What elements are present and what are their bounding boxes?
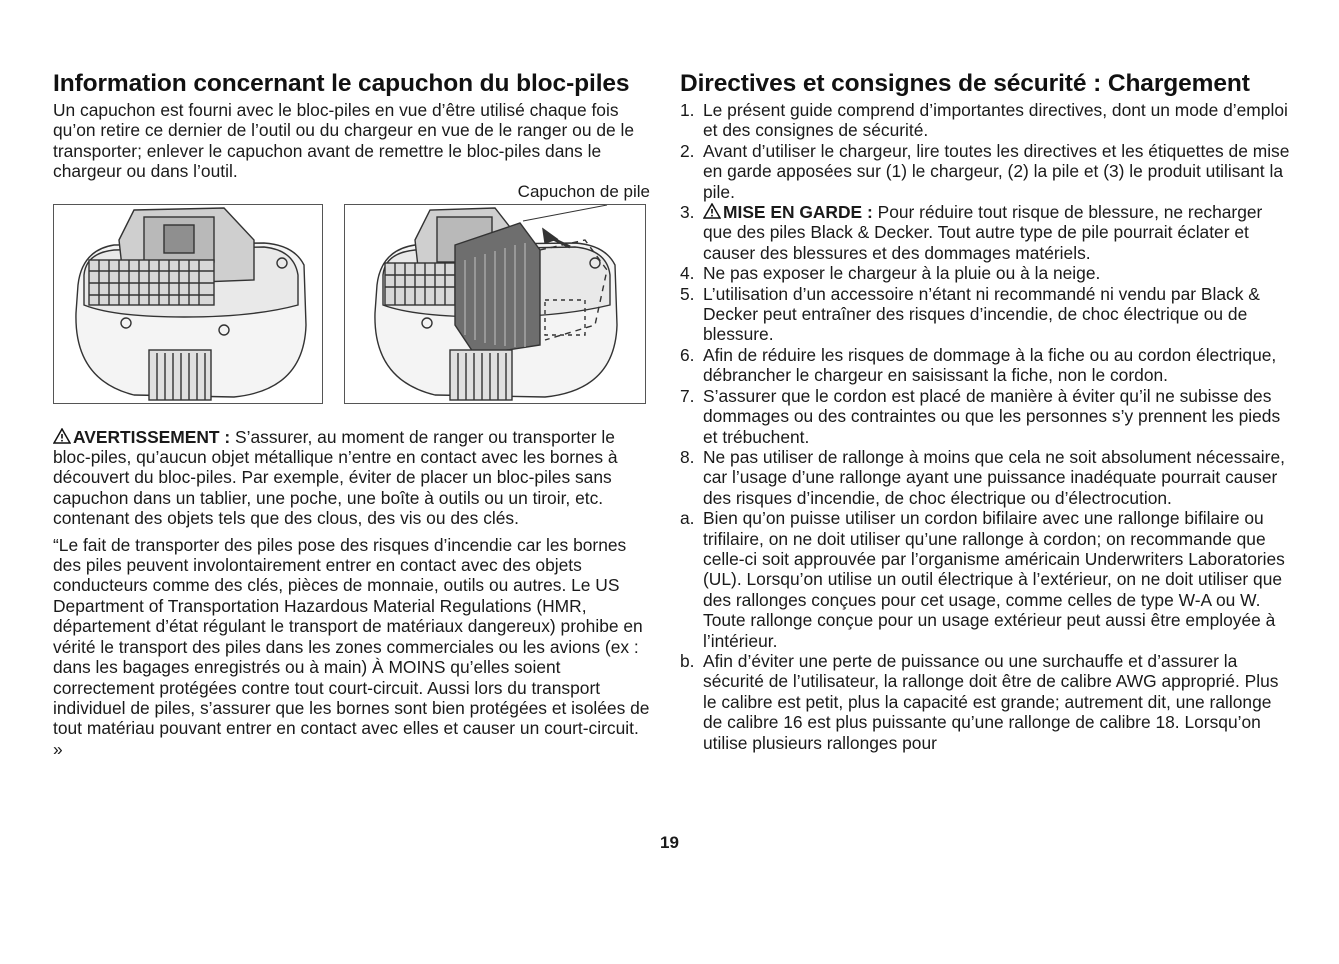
warning-triangle-icon: [53, 428, 71, 444]
warning-triangle-icon: [703, 203, 721, 219]
battery-cap-intro: Un capuchon est fourni avec le bloc-piles en vue d’être utilisé chaque fois qu’on retire ce dernier de l’outil ou du chargeur en vue de le ranger ou de le transporter; enlever le capuchon avant de remettre le bloc-piles dans le chargeur ou dans l’outil.: [53, 100, 635, 182]
page-number: 19: [660, 833, 679, 852]
storage-warning: [53, 427, 653, 529]
instruction-item: 6. Afin de réduire les risques de dommage à la fiche ou au cordon électrique, débrancher le chargeur en saisissant la fiche, non le cordon.: [680, 344, 1277, 386]
charging-safety-heading: Directives et consignes de sécurité : Chargement: [680, 70, 1250, 97]
right-column: [680, 70, 1295, 753]
charging-instructions-list: [680, 100, 1295, 753]
battery-cap-heading: Information concernant le capuchon du bloc-piles: [53, 70, 630, 97]
instruction-item: 2. Avant d’utiliser le chargeur, lire toutes les directives et les étiquettes de mise en garde apposées sur (1) le chargeur, (2) la pile et (3) le produit utilisant la pile.: [680, 140, 1290, 202]
instruction-item: 5. L’utilisation d’un accessoire n’étant ni recommandé ni vendu par Black & Decker peut entraîner des risques d’incendie, de choc électrique ou de blessure.: [680, 283, 1260, 345]
instruction-item: 1. Le présent guide comprend d’importantes directives, dont un mode d’emploi et des consignes de sécurité.: [680, 100, 1288, 141]
instruction-item: 8. Ne pas utiliser de rallonge à moins que cela ne soit absolument nécessaire, car l’usage d’une rallonge ayant une puissance inadéquate pourrait causer des risques d’incendie, de choc électrique ou d’électrocution.: [680, 446, 1285, 508]
battery-figures: [53, 204, 653, 409]
caution-label: MISE EN GARDE :: [723, 202, 873, 223]
instruction-item: 7. S’assurer que le cordon est placé de manière à éviter qu’il ne subisse des dommages ou des contraintes ou que les personnes s’y prennent les pieds et trébuchent.: [680, 385, 1281, 447]
instruction-item: b. Afin d’éviter une perte de puissance ou une surchauffe et d’assurer la sécurité de l’utilisateur, la rallonge doit être de calibre AWG approprié. Plus le calibre est petit, plus la capacité est grande; autrement dit, une rallonge de calibre 16 est plus puissante qu’une rallonge de calibre 18. Lorsqu’on utilise plusieurs rallonges pour: [680, 650, 1279, 753]
instruction-item: a. Bien qu’on puisse utiliser un cordon bifilaire avec une rallonge bifilaire ou trifilaire, on ne doit utiliser qu’une rallonge à cordon; on recommande que celle-ci soit approuvée par l’organisme américain Underwriters Laboratories (UL). Lorsqu’on utilise un outil électrique à l’extérieur, on ne doit utiliser que des rallonges conçues pour cet usage, comme celles de type W-A ou W. Toute rallonge conçue pour un usage extérieur peut aussi être employée à l’intérieur.: [680, 508, 1285, 651]
battery-pack-drawing: [54, 205, 322, 403]
battery-cap-drawing: [345, 205, 645, 403]
dot-regulation-quote: “Le fait de transporter des piles pose des risques d’incendie car les bornes des piles peuvent involontairement entrer en contact avec des objets conducteurs comme des clés, pièces de monnaie, outils ou autres. Le US Department of Transportation Hazardous Material Regulations (HMR, département d’état régulant le transport de matériaux dangereux) prohibe en vérité le transport des piles dans les zones commerciales ou les avions (ex : dans les bagages enregistrés ou à main) À MOINS qu’elles soient correctement protégées contre tout court-circuit. Aussi lors du transport individuel de piles, s’assurer que les bornes sont bien protégées et isolées de tout matériau pouvant entrer en contact avec elles et causer un court-circuit. »: [53, 534, 650, 759]
figure-caption: Capuchon de pile: [517, 181, 650, 201]
instruction-item: 4. Ne pas exposer le chargeur à la pluie ou à la neige.: [680, 263, 1101, 284]
battery-cap-illustration: [344, 204, 646, 404]
warning-text: S’assurer, au moment de ranger ou transporter le bloc-piles, qu’aucun objet métallique n’entre en contact avec les bornes à découvert du bloc-piles. Par exemple, éviter de placer un bloc-piles sans capuchon dans un tablier, une poche, une boîte à outils ou un tiroir, etc. contenant des objets tels que des clous, des vis ou des clés.: [53, 426, 618, 529]
instruction-item-caution: 3. MISE EN GARDE : Pour réduire tout risque de blessure, ne recharger que des piles Black & Decker. Tout autre type de pile pourrait éclater et causer des blessures et des dommages matériels.: [680, 202, 1263, 263]
warning-label: AVERTISSEMENT :: [73, 426, 231, 447]
figure-caption-row: [53, 182, 653, 204]
battery-pack-illustration: [53, 204, 323, 404]
left-column: [53, 70, 653, 759]
